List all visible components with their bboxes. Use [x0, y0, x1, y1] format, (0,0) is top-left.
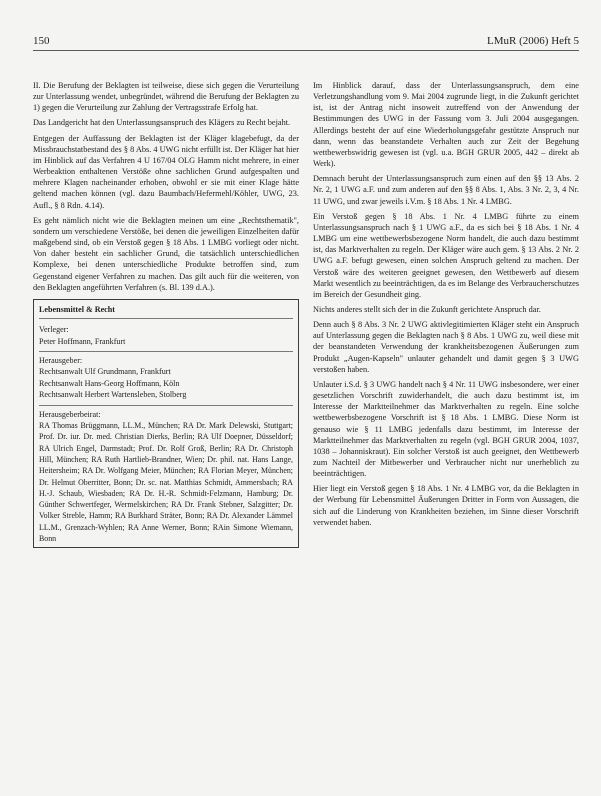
imprint-box [33, 299, 299, 549]
publisher-label: Verleger: [39, 325, 69, 335]
paragraph: Es geht nämlich nicht wie die Beklagten meinen um eine „Rechtsthematik", sondern um verschiedene Verstöße, bei denen die jeweiligen Einzelheiten dafür maßgebend sind, ob ein Verstoß gegen § 18 Abs. 1 LMBG vorliegt oder nicht. Von daher besteht ein sachlicher Grund, die tatsächlich unterschiedlichen Komplexe, bei denen unterschiedliche Produkte betroffen sind, zum Gegenstand eigener Verfahren zu machen. Das gilt auch für die weiteren, von den Beklagten angeführten Verfahren (s. Bl. 139 d.A.). [33, 215, 299, 292]
advisory-board-list: RA Thomas Brüggmann, LL.M., München; RA Dr. Mark Delewski, Stuttgart; Prof. Dr. iur. Dr. med. Christian Dierks, Berlin; RA Ulf Doepner, Düsseldorf; RA Ulrich Engel, Darmstadt; Prof. Dr. Rolf Groß, Berlin; RA Dr. Christoph Hill, München; RA Ruth Hartlieb-Brandner, Wien; Dr. phil. nat. Hans Lange, Heitersheim; RA Dr. Wolfgang Meier, München; RA Florian Meyer, München; Dr. Helmut Oberritter, Bonn; Dr. sc. nat. Matthias Schmidt, Ammersbach; RA H.-J. Schaub, Wiesbaden; RA Dr. H.-R. Schmidt-Felzmann, Hamburg; Dr. Günther Schwertfeger, Wermelskirchen; RA Dr. Frank Stebner, Salzgitter; Dr. Volker Streble, Hamm; RA Burkhard Sträter, Bonn; RA Dr. Alexander Lämmel LL.M., Grenzach-Wyhlen; RA Anne Werner, Bonn; RAin Simone Wiemann, Bonn [39, 421, 293, 544]
paragraph: Ein Verstoß gegen § 18 Abs. 1 Nr. 4 LMBG führte zu einem Unterlassungsanspruch nach § 1 UWG a.F., da es sich bei § 18 Abs. 1 Nr. 4 LMBG um eine wettbewerbsbezogene Norm handelt, die auch dazu bestimmt ist, das Marktverhalten zu regeln. Der Kläger wäre auch gem. § 13 Abs. 2 Nr. 2 UWG a.F. befugt gewesen, einen solchen Anspruch geltend zu machen. Der Verstoß wäre des weiteren geeignet gewesen, den Wettbewerb auf diesem Markt wesentlich zu beeinträchtigen, da es im Belange des Verbraucherschutzes im Bereich der Gesundheit ging. [313, 211, 579, 299]
paragraph: Demnach beruht der Unterlassungsanspruch zum einen auf den §§ 13 Abs. 2 Nr. 2, 1 UWG a.F. und zum anderen auf den §§ 8 Abs. 1, Abs. 3 Nr. 2, 3, 4 Nr. 11 UWG, und zwar jeweils i.V.m. § 18 Abs. 1 Nr. 4 LMBG. [313, 174, 579, 206]
paragraph: Nichts anderes stellt sich der in die Zukunft gerichtete Anspruch dar. [313, 304, 541, 314]
publisher-name: Peter Hoffmann, Frankfurt [39, 336, 126, 346]
editors-label: Herausgeber: [39, 356, 83, 366]
right-column [313, 80, 579, 532]
page-number: 150 [33, 35, 50, 47]
paragraph: Hier liegt ein Verstoß gegen § 18 Abs. 1 Nr. 4 LMBG vor, da die Beklagten in der Werbung für Lebensmittel Äußerungen Dritter in Form von Aussagen, die sich auf die Linderung von Krankheiten beziehen, im Sinne dieser Vorschrift verwendet haben. [313, 484, 579, 527]
editor-name: Rechtsanwalt Hans-Georg Hoffmann, Köln [39, 378, 180, 388]
paragraph: Unlauter i.S.d. § 3 UWG handelt nach § 4 Nr. 11 UWG insbesondere, wer einer gesetzlichen Vorschrift zuwiderhandelt, die auch dazu bestimmt ist, im Interesse der Marktteilnehmer das Marktverhalten zu regeln. Eine solche wettbewerbsbezogene Vorschrift ist § 18 Abs. 1 LMBG. Diese Norm ist genauso wie § 11 LMBG jedenfalls dazu bestimmt, im Interesse der Marktteilnehmer das Marktverhalten zu regeln (vgl. BGH GRUR 2004, 1037, 1038 – Johanniskraut). Ein solcher Verstoß ist auch geeignet, den Wettbewerb zum Nachteil der Mitbewerber und Verbraucher nicht nur unerheblich zu beeinträchtigen. [313, 379, 579, 479]
paragraph: Im Hinblick darauf, dass der Unterlassungsanspruch, dem eine Verletzungshandlung vom 9. Mai 2004 zugrunde liegt, in die Zukunft gerichtet ist, ist der Antrag nicht insoweit zutreffend von der Anwendung der Bestimmungen des UWG in der Fassung vom 3. Juli 2004 ausgegangen. Allerdings besteht der auf eine Wiederholungsgefahr gestützte Anspruch nur dann, wenn das beanstandete Verhalten auch zur Zeit der Begehung wettbewerbswidrig gewesen ist (vgl. u.a. BGH GRUR 2005, 442 – direkt ab Werk). [313, 81, 579, 169]
left-column [33, 80, 299, 548]
divider [39, 351, 293, 352]
imprint-title: Lebensmittel & Recht [39, 304, 293, 319]
advisory-board-label: Herausgeberbeirat: [39, 409, 101, 419]
paragraph: Entgegen der Auffassung der Beklagten ist der Kläger klagebefugt, da der Missbrauchstatbestand des § 8 Abs. 4 UWG nicht erfüllt ist. Der Kläger hat hier im Hinblick auf das Verfahren 4 U 167/04 OLG Hamm nicht mehrere, in einer Werbeaktion enthaltenen Verstöße ohne sachlichen Grund aufgespalten und mehrere Klagen nacheinander erhoben, obwohl er sie mit einer Klage hätte geltend machen können (vgl. dazu Baumbach/Hefermehl/Köhler, UWG, 23. Aufl., § 8 Rdn. 4.14). [33, 133, 299, 210]
paragraph: II. Die Berufung der Beklagten ist teilweise, diese sich gegen die Verurteilung zur Unterlassung wendet, unbegründet, während die Berufung der Beklagten zu 1) gegen die Verurteilung zur Zahlung der Vertragsstrafe Erfolg hat. [33, 81, 299, 113]
editor-name: Rechtsanwalt Ulf Grundmann, Frankfurt [39, 367, 171, 377]
paragraph: Das Landgericht hat den Unterlassungsanspruch des Klägers zu Recht bejaht. [33, 118, 291, 128]
divider [39, 405, 293, 406]
editor-name: Rechtsanwalt Herbert Wartensleben, Stolberg [39, 390, 187, 400]
paragraph: Denn auch § 8 Abs. 3 Nr. 2 UWG aktivlegitimierten Kläger steht ein Anspruch auf Unterlassung gegen die Beklagten nach § 8 Abs. 1 UWG zu, weil diese mit der beanstandeten Verwendung der krankheitsbezogenen Äußerungen zum Produkt „Augen-Kapseln" unlauter gehandelt und damit gegen § 3 UWG verstoßen haben. [313, 320, 579, 374]
page-header [33, 34, 579, 51]
journal-reference: LMuR (2006) Heft 5 [487, 35, 579, 47]
